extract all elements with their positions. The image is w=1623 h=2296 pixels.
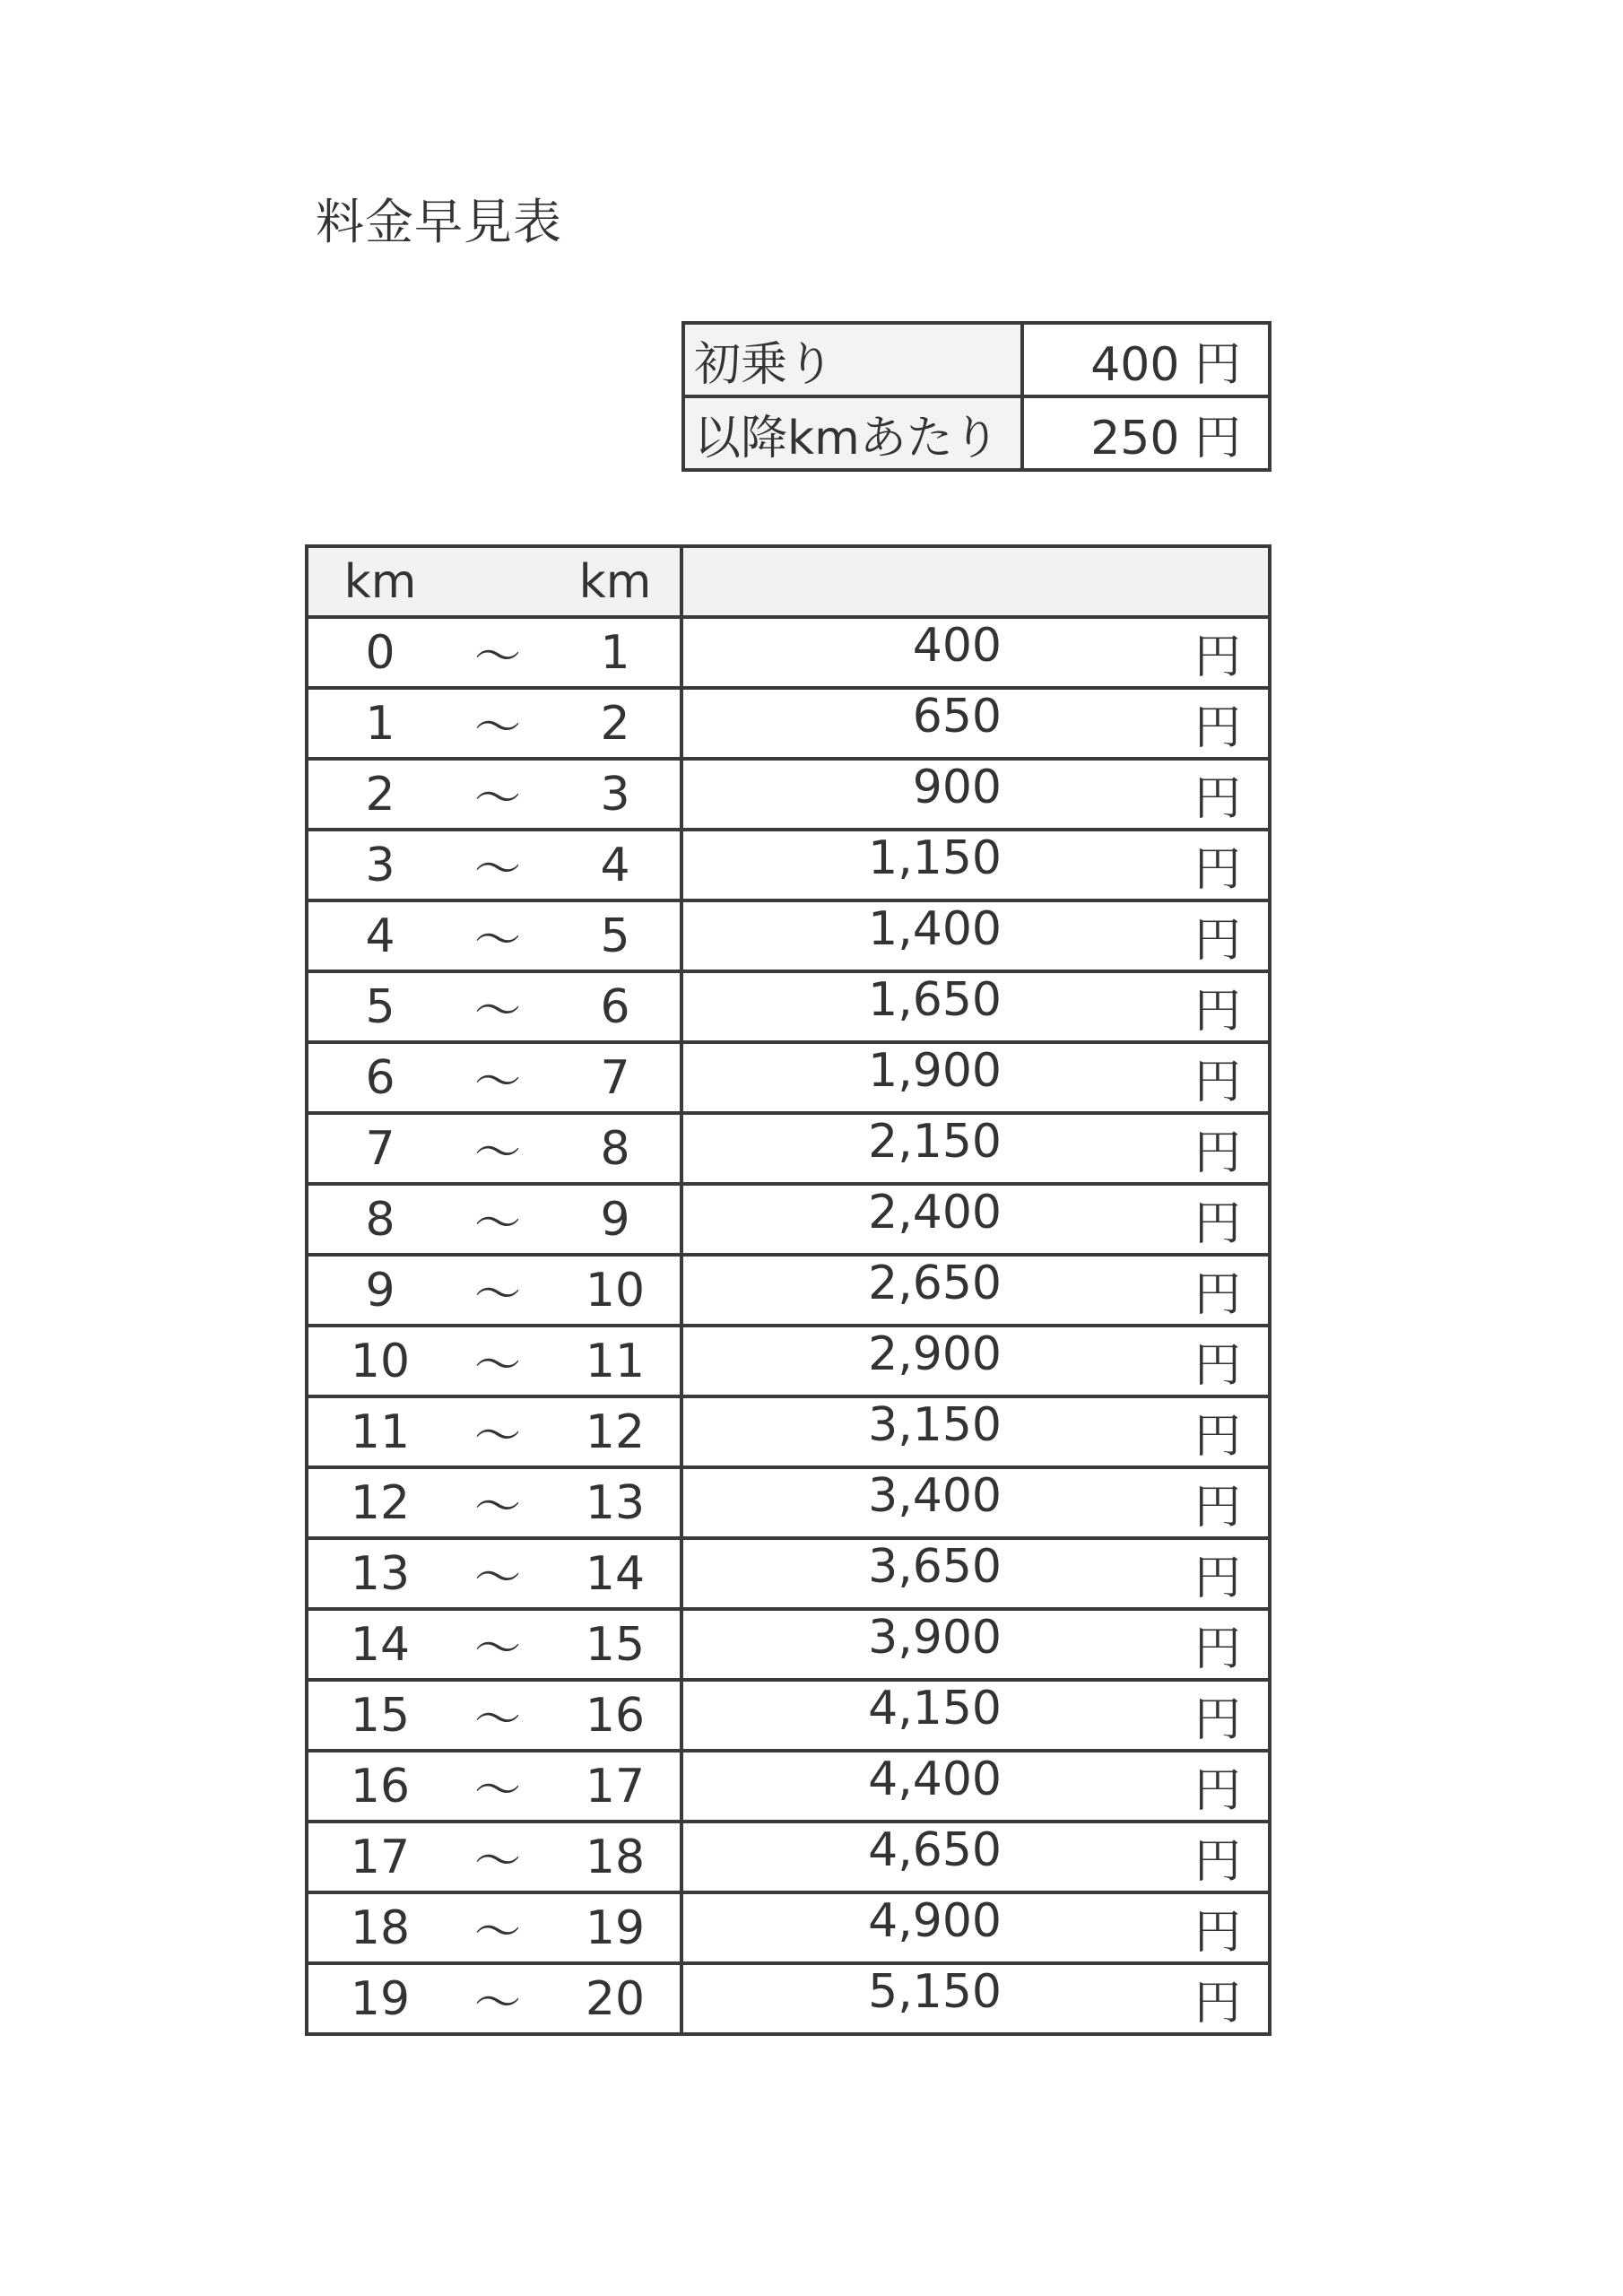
from-km: 13 bbox=[350, 1546, 411, 1601]
range-tilde: ～ bbox=[473, 1410, 521, 1464]
range-tilde: ～ bbox=[473, 914, 521, 968]
from-km: 12 bbox=[350, 1475, 411, 1530]
table-row bbox=[307, 1751, 1270, 1822]
fare-amount: 2,400 bbox=[868, 1186, 1002, 1239]
fare-amount: 4,400 bbox=[868, 1752, 1002, 1806]
fare-amount: 2,650 bbox=[868, 1257, 1002, 1310]
range-tilde: ～ bbox=[473, 843, 521, 897]
range-tilde: ～ bbox=[473, 1835, 521, 1889]
range-tilde: ～ bbox=[473, 1906, 521, 1960]
fare-amount: 1,900 bbox=[868, 1044, 1002, 1098]
fare-amount: 3,400 bbox=[868, 1469, 1002, 1523]
to-km: 6 bbox=[600, 979, 630, 1034]
yen-unit: 円 bbox=[1193, 1906, 1241, 1960]
rate-value: 400 円 bbox=[1022, 323, 1270, 396]
yen-unit: 円 bbox=[1193, 1977, 1241, 2031]
from-km: 1 bbox=[365, 696, 395, 751]
yen-unit: 円 bbox=[1193, 914, 1241, 968]
fare-amount: 4,650 bbox=[868, 1823, 1002, 1877]
yen-unit: 円 bbox=[1193, 1835, 1241, 1889]
range-tilde: ～ bbox=[473, 1339, 521, 1393]
fare-amount: 3,150 bbox=[868, 1398, 1002, 1452]
to-km: 10 bbox=[585, 1263, 646, 1318]
from-km: 8 bbox=[365, 1192, 395, 1247]
yen-unit: 円 bbox=[1193, 1481, 1241, 1535]
from-km: 9 bbox=[365, 1263, 395, 1318]
range-tilde: ～ bbox=[473, 1126, 521, 1180]
from-km: 19 bbox=[350, 1971, 411, 2026]
table-row bbox=[307, 1963, 1270, 2034]
rate-label: 以降kmあたり bbox=[683, 396, 1022, 470]
from-km: 15 bbox=[350, 1688, 411, 1743]
fare-amount: 4,900 bbox=[868, 1894, 1002, 1948]
fare-table bbox=[305, 544, 1271, 2036]
yen-unit: 円 bbox=[1193, 631, 1241, 684]
range-tilde: ～ bbox=[473, 1268, 521, 1322]
yen-unit: 円 bbox=[1193, 1056, 1241, 1109]
range-tilde: ～ bbox=[473, 1056, 521, 1109]
rate-value: 250 円 bbox=[1022, 396, 1270, 470]
header-from-km: km bbox=[343, 554, 417, 609]
rate-row-initial bbox=[683, 323, 1270, 396]
to-km: 16 bbox=[585, 1688, 646, 1743]
table-row bbox=[307, 830, 1270, 900]
yen-unit: 円 bbox=[1193, 1552, 1241, 1605]
yen-unit: 円 bbox=[1193, 1268, 1241, 1322]
to-km: 9 bbox=[600, 1192, 630, 1247]
from-km: 7 bbox=[365, 1121, 395, 1176]
table-row bbox=[307, 1396, 1270, 1467]
yen-unit: 円 bbox=[1193, 1764, 1241, 1818]
table-row bbox=[307, 900, 1270, 971]
fare-amount: 3,650 bbox=[868, 1540, 1002, 1594]
from-km: 16 bbox=[350, 1759, 411, 1813]
fare-amount: 1,650 bbox=[868, 973, 1002, 1027]
rate-row-per-km bbox=[683, 396, 1270, 470]
to-km: 8 bbox=[600, 1121, 630, 1176]
to-km: 5 bbox=[600, 909, 630, 963]
table-row bbox=[307, 1538, 1270, 1609]
to-km: 14 bbox=[585, 1546, 646, 1601]
table-row bbox=[307, 1042, 1270, 1113]
from-km: 10 bbox=[350, 1334, 411, 1388]
table-row bbox=[307, 759, 1270, 830]
table-row bbox=[307, 1113, 1270, 1184]
fare-amount: 1,150 bbox=[868, 831, 1002, 885]
table-row bbox=[307, 617, 1270, 688]
table-row bbox=[307, 688, 1270, 759]
to-km: 20 bbox=[585, 1971, 646, 2026]
yen-unit: 円 bbox=[1193, 1339, 1241, 1393]
range-tilde: ～ bbox=[473, 631, 521, 684]
yen-unit: 円 bbox=[1193, 772, 1241, 826]
fare-amount: 1,400 bbox=[868, 902, 1002, 956]
yen-unit: 円 bbox=[1193, 1693, 1241, 1747]
range-tilde: ～ bbox=[473, 1622, 521, 1676]
table-row bbox=[307, 1892, 1270, 1963]
from-km: 17 bbox=[350, 1830, 411, 1884]
to-km: 12 bbox=[585, 1405, 646, 1459]
fare-table-header bbox=[307, 546, 1270, 617]
fare-amount: 650 bbox=[912, 690, 1002, 744]
range-tilde: ～ bbox=[473, 772, 521, 826]
from-km: 6 bbox=[365, 1050, 395, 1105]
yen-unit: 円 bbox=[1193, 1197, 1241, 1251]
table-row bbox=[307, 1680, 1270, 1751]
from-km: 4 bbox=[365, 909, 395, 963]
to-km: 11 bbox=[585, 1334, 646, 1388]
to-km: 19 bbox=[585, 1900, 646, 1955]
range-tilde: ～ bbox=[473, 1977, 521, 2031]
fare-amount: 3,900 bbox=[868, 1611, 1002, 1665]
yen-unit: 円 bbox=[1193, 1126, 1241, 1180]
base-rate-table bbox=[681, 321, 1271, 472]
range-tilde: ～ bbox=[473, 1481, 521, 1535]
table-row bbox=[307, 1467, 1270, 1538]
yen-unit: 円 bbox=[1193, 1622, 1241, 1676]
to-km: 17 bbox=[585, 1759, 646, 1813]
to-km: 1 bbox=[600, 625, 630, 680]
to-km: 3 bbox=[600, 767, 630, 822]
to-km: 15 bbox=[585, 1617, 646, 1672]
from-km: 18 bbox=[350, 1900, 411, 1955]
range-tilde: ～ bbox=[473, 1693, 521, 1747]
yen-unit: 円 bbox=[1193, 985, 1241, 1039]
fare-amount: 2,900 bbox=[868, 1327, 1002, 1381]
fare-amount: 5,150 bbox=[868, 1965, 1002, 2019]
range-tilde: ～ bbox=[473, 1764, 521, 1818]
range-tilde: ～ bbox=[473, 1197, 521, 1251]
fare-amount: 4,150 bbox=[868, 1682, 1002, 1735]
yen-unit: 円 bbox=[1193, 701, 1241, 755]
table-row bbox=[307, 1184, 1270, 1255]
range-tilde: ～ bbox=[473, 701, 521, 755]
rate-label: 初乗り bbox=[683, 323, 1022, 396]
page-title: 料金早見表 bbox=[316, 194, 562, 250]
table-row bbox=[307, 971, 1270, 1042]
header-fare bbox=[681, 546, 1270, 617]
header-to-km: km bbox=[578, 554, 652, 609]
range-tilde: ～ bbox=[473, 1552, 521, 1605]
table-row bbox=[307, 1326, 1270, 1396]
to-km: 7 bbox=[600, 1050, 630, 1105]
to-km: 18 bbox=[585, 1830, 646, 1884]
fare-amount: 900 bbox=[912, 761, 1002, 814]
table-row bbox=[307, 1609, 1270, 1680]
from-km: 3 bbox=[365, 838, 395, 892]
table-row bbox=[307, 1822, 1270, 1892]
from-km: 11 bbox=[350, 1405, 411, 1459]
range-tilde: ～ bbox=[473, 985, 521, 1039]
to-km: 2 bbox=[600, 696, 630, 751]
from-km: 5 bbox=[365, 979, 395, 1034]
fare-amount: 2,150 bbox=[868, 1115, 1002, 1169]
yen-unit: 円 bbox=[1193, 1410, 1241, 1464]
from-km: 2 bbox=[365, 767, 395, 822]
from-km: 14 bbox=[350, 1617, 411, 1672]
from-km: 0 bbox=[365, 625, 395, 680]
table-row bbox=[307, 1255, 1270, 1326]
yen-unit: 円 bbox=[1193, 843, 1241, 897]
fare-amount: 400 bbox=[912, 619, 1002, 673]
to-km: 13 bbox=[585, 1475, 646, 1530]
to-km: 4 bbox=[600, 838, 630, 892]
